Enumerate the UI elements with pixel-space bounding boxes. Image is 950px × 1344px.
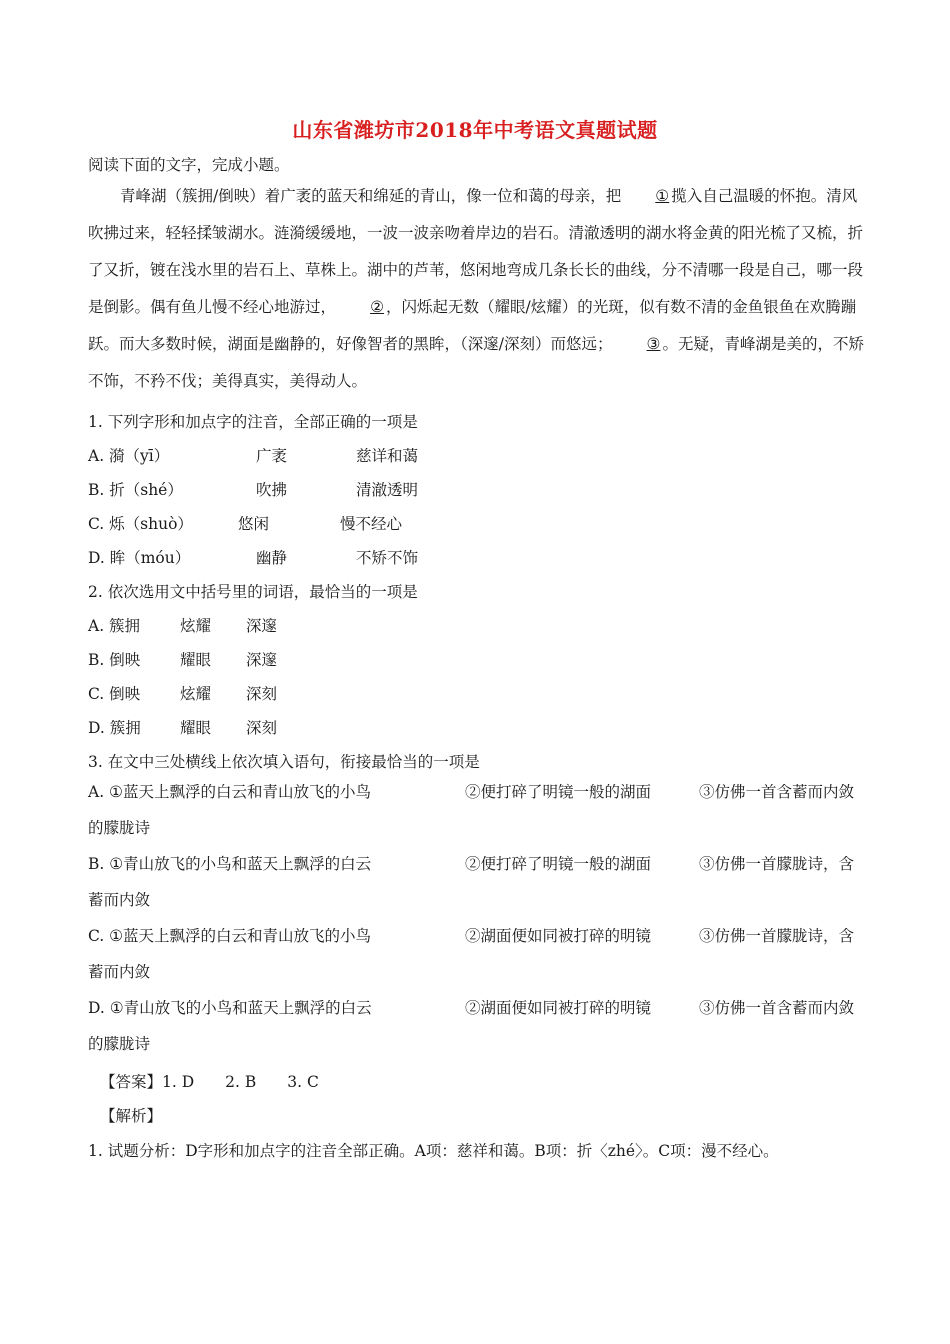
option-text: 慢不经心 bbox=[340, 515, 403, 533]
option-text: C. 烁（shuò） bbox=[88, 515, 193, 533]
question-1-stem: 1. 下列字形和加点字的注音，全部正确的一项是 bbox=[88, 413, 418, 431]
option-text: ③仿佛一首含蓄而内敛的朦胧诗 bbox=[88, 999, 855, 1053]
option-text: ②湖面便如同被打碎的明镜 bbox=[465, 999, 652, 1017]
option-text: 炫耀 bbox=[180, 617, 212, 635]
option-text: 深刻 bbox=[246, 685, 278, 703]
passage-segment: 青峰湖（簇拥/倒映）着广袤的蓝天和绵延的青山，像一位和蔼的母亲，把 bbox=[120, 187, 622, 205]
page-title: 山东省潍坊市2018年中考语文真题试题 bbox=[292, 118, 658, 142]
analysis-item-1: 1. 试题分析：D字形和加点字的注音全部正确。A项：慈祥和蔼。B项：折〈zhé〉。C项：漫不经心。 bbox=[88, 1142, 779, 1160]
question-2-stem: 2. 依次选用文中括号里的词语，最恰当的一项是 bbox=[88, 583, 418, 601]
option-text: 炫耀 bbox=[180, 685, 212, 703]
option-text: 耀眼 bbox=[180, 719, 212, 737]
passage-segment: ，闪烁起无数（耀眼/炫耀）的光斑，似有数不清的金鱼银鱼在欢腾蹦跃。而大多数时候，湖面是幽静的，好像智者的黑眸，（深邃/深刻）而悠远； bbox=[88, 298, 857, 353]
q3-option-d bbox=[88, 990, 866, 1062]
option-text: 慈详和蔼 bbox=[356, 447, 419, 465]
option-text: ③仿佛一首含蓄而内敛的朦胧诗 bbox=[88, 783, 855, 837]
option-text: 清澈透明 bbox=[356, 481, 419, 499]
option-text: A. 漪（yī） bbox=[88, 447, 170, 465]
passage-segment: 揽入自己温暖的怀抱。清风吹拂过来，轻轻揉皱湖水。涟漪缓缓地，一波一波亲吻着岸边的岩石。清澈透明的湖水将金黄的阳光梳了又梳，折了又折，镀在浅水里的岩石上、草株上。湖中的芦苇，悠闲地弯成几条长长的曲线，分不清哪一段是自己，哪一段是倒影。偶有鱼儿慢不经心地游过， bbox=[88, 187, 864, 316]
option-text: A. 簇拥 bbox=[88, 617, 141, 635]
analysis-label: 【解析】 bbox=[100, 1107, 163, 1125]
option-text: 深邃 bbox=[246, 651, 278, 669]
answer-line: 【答案】1. D 2. B 3. C bbox=[100, 1073, 319, 1091]
q3-option-b bbox=[88, 846, 866, 918]
option-text: 悠闲 bbox=[238, 515, 270, 533]
option-text: A. ①蓝天上飘浮的白云和青山放飞的小鸟 bbox=[88, 783, 371, 801]
passage-paragraph bbox=[88, 178, 866, 400]
q3-option-c bbox=[88, 918, 866, 990]
option-text: C. 倒映 bbox=[88, 685, 141, 703]
option-text: C. ①蓝天上飘浮的白云和青山放飞的小鸟 bbox=[88, 927, 372, 945]
option-text: D. 簇拥 bbox=[88, 719, 141, 737]
q3-option-a bbox=[88, 774, 866, 846]
option-text: 深刻 bbox=[246, 719, 278, 737]
option-text: 不矫不饰 bbox=[356, 549, 419, 567]
reading-passage bbox=[88, 178, 866, 400]
option-text: ③仿佛一首朦胧诗，含蓄而内敛 bbox=[88, 927, 855, 981]
blank-1: ① bbox=[655, 187, 670, 205]
blank-2: ② bbox=[370, 298, 384, 316]
blank-3: ③ bbox=[646, 335, 661, 353]
option-text: B. ①青山放飞的小鸟和蓝天上飘浮的白云 bbox=[88, 855, 372, 873]
option-text: 耀眼 bbox=[180, 651, 212, 669]
instruction-text: 阅读下面的文字，完成小题。 bbox=[88, 156, 290, 174]
option-text: ②便打碎了明镜一般的湖面 bbox=[465, 855, 652, 873]
option-text: 吹拂 bbox=[256, 481, 288, 499]
option-text: B. 倒映 bbox=[88, 651, 141, 669]
option-text: 深邃 bbox=[246, 617, 278, 635]
option-text: B. 折（shé） bbox=[88, 481, 183, 499]
option-text: ②湖面便如同被打碎的明镜 bbox=[465, 927, 652, 945]
option-text: ②便打碎了明镜一般的湖面 bbox=[465, 783, 652, 801]
option-text: D. 眸（móu） bbox=[88, 549, 191, 567]
option-text: 幽静 bbox=[256, 549, 288, 567]
option-text: ③仿佛一首朦胧诗，含蓄而内敛 bbox=[88, 855, 855, 909]
option-text: D. ①青山放飞的小鸟和蓝天上飘浮的白云 bbox=[88, 999, 372, 1017]
passage-segment: 。无疑，青峰湖是美的，不矫不饰，不矜不伐；美得真实，美得动人。 bbox=[88, 335, 864, 390]
question-3-stem: 3. 在文中三处横线上依次填入语句，衔接最恰当的一项是 bbox=[88, 753, 480, 771]
option-text: 广袤 bbox=[256, 447, 288, 465]
